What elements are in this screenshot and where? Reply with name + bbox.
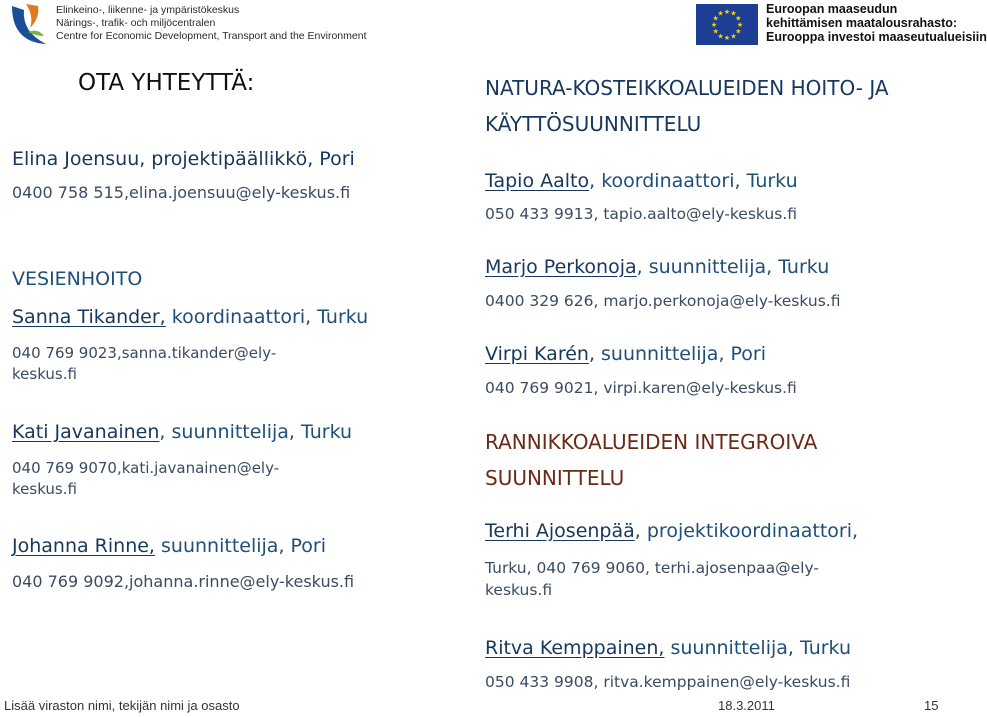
eu-fund-line-2: kehittämisen maatalousrahasto:	[766, 16, 958, 30]
contact-details	[485, 557, 819, 601]
contact-role: , koordinaattori, Turku	[589, 170, 798, 192]
footer-date: 18.3.2011	[718, 698, 775, 713]
eu-star-icon: ★	[717, 9, 724, 18]
contact-role: koordinaattori, Turku	[165, 306, 369, 328]
project-lead-name: Elina Joensuu, projektipäällikkö, Pori	[12, 148, 355, 170]
eu-flag-icon	[696, 4, 758, 45]
contact-details-line-2: keskus.fi	[12, 480, 77, 498]
contact-details	[12, 458, 279, 500]
contact-role: suunnittelija, Turku	[664, 637, 852, 659]
section-title-vesienhoito: VESIENHOITO	[12, 268, 143, 290]
contact-details-line-1: 040 769 9070,kati.javanainen@ely-	[12, 459, 280, 477]
contact-name: Johanna Rinne,	[12, 535, 155, 557]
contact-name: Ritva Kemppainen,	[485, 637, 665, 659]
section-title-rannikko	[485, 424, 817, 496]
contact-name-line	[485, 343, 766, 365]
section-title-line-1: NATURA-KOSTEIKKOALUEIDEN HOITO- JA	[485, 76, 889, 100]
contact-name-line	[12, 535, 326, 557]
contact-details: 0400 329 626, marjo.perkonoja@ely-keskus.fi	[485, 292, 841, 310]
eu-fund-line-1: Euroopan maaseudun	[766, 2, 898, 16]
section-title-natura	[485, 70, 889, 142]
contact-name-line	[12, 421, 352, 443]
contact-role: , suunnittelija, Pori	[588, 343, 767, 365]
contact-name: Kati Javanainen	[12, 421, 160, 443]
contact-details-line-1: Turku, 040 769 9060, terhi.ajosenpaa@ely-	[485, 559, 819, 577]
contact-details-line-2: keskus.fi	[485, 581, 553, 599]
eu-star-icon: ★	[730, 9, 737, 18]
section-title-line-2: KÄYTTÖSUUNNITTELU	[485, 112, 702, 136]
contact-details	[12, 343, 276, 385]
section-title-line-1: RANNIKKOALUEIDEN INTEGROIVA	[485, 430, 818, 454]
contact-name-line	[485, 256, 829, 278]
ely-name-english: Centre for Economic Development, Transport and the Environment	[56, 30, 367, 42]
contact-name: Sanna Tikander,	[12, 306, 166, 328]
ely-organization-name	[56, 4, 367, 43]
section-title-line-2: SUUNNITTELU	[485, 466, 625, 490]
eu-star-icon: ★	[730, 32, 737, 41]
eu-star-icon: ★	[717, 32, 724, 41]
footer-text: Lisää viraston nimi, tekijän nimi ja osasto	[4, 698, 240, 713]
contact-details-line-2: keskus.fi	[12, 365, 77, 383]
eu-star-icon: ★	[710, 21, 718, 29]
contact-name: Tapio Aalto	[485, 170, 590, 192]
ely-name-swedish: Närings-, trafik- och miljöcentralen	[56, 17, 216, 29]
contact-details: 050 433 9913, tapio.aalto@ely-keskus.fi	[485, 205, 798, 223]
contact-role: , suunnittelija, Turku	[636, 256, 830, 278]
contact-role: , projektikoordinaattori,	[634, 520, 859, 542]
contact-name-line	[485, 170, 798, 192]
eu-star-icon: ★	[735, 14, 742, 23]
eu-star-icon: ★	[736, 21, 744, 29]
contact-name: Marjo Perkonoja	[485, 256, 637, 278]
contact-details-line-1: 040 769 9023,sanna.tikander@ely-	[12, 344, 277, 362]
contact-details: 050 433 9908, ritva.kemppainen@ely-keskus.fi	[485, 673, 851, 691]
eu-star-icon: ★	[723, 8, 731, 16]
eu-fund-text	[766, 2, 987, 44]
contact-heading: OTA YHTEYTTÄ:	[78, 70, 255, 96]
eu-star-icon: ★	[712, 14, 719, 23]
contact-role: suunnittelija, Pori	[154, 535, 327, 557]
contact-details: 040 769 9092,johanna.rinne@ely-keskus.fi	[12, 572, 355, 591]
contact-name: Virpi Karén	[485, 343, 589, 365]
contact-name-line	[485, 637, 851, 659]
eu-star-icon: ★	[735, 27, 742, 36]
contact-name-line	[12, 306, 368, 328]
eu-fund-line-3: Eurooppa investoi maaseutualueisiin	[766, 30, 987, 44]
contact-role: , suunnittelija, Turku	[159, 421, 353, 443]
ely-name-finnish: Elinkeino-, liikenne- ja ympäristökeskus	[56, 4, 240, 16]
page-number: 15	[924, 698, 939, 713]
contact-name-line	[485, 520, 858, 542]
project-lead-contact: 0400 758 515,elina.joensuu@ely-keskus.fi	[12, 183, 351, 202]
ely-logo-icon	[8, 2, 50, 48]
eu-star-icon: ★	[712, 27, 719, 36]
contact-details: 040 769 9021, virpi.karen@ely-keskus.fi	[485, 379, 797, 397]
eu-star-icon: ★	[723, 34, 731, 42]
contact-name: Terhi Ajosenpää	[485, 520, 635, 542]
